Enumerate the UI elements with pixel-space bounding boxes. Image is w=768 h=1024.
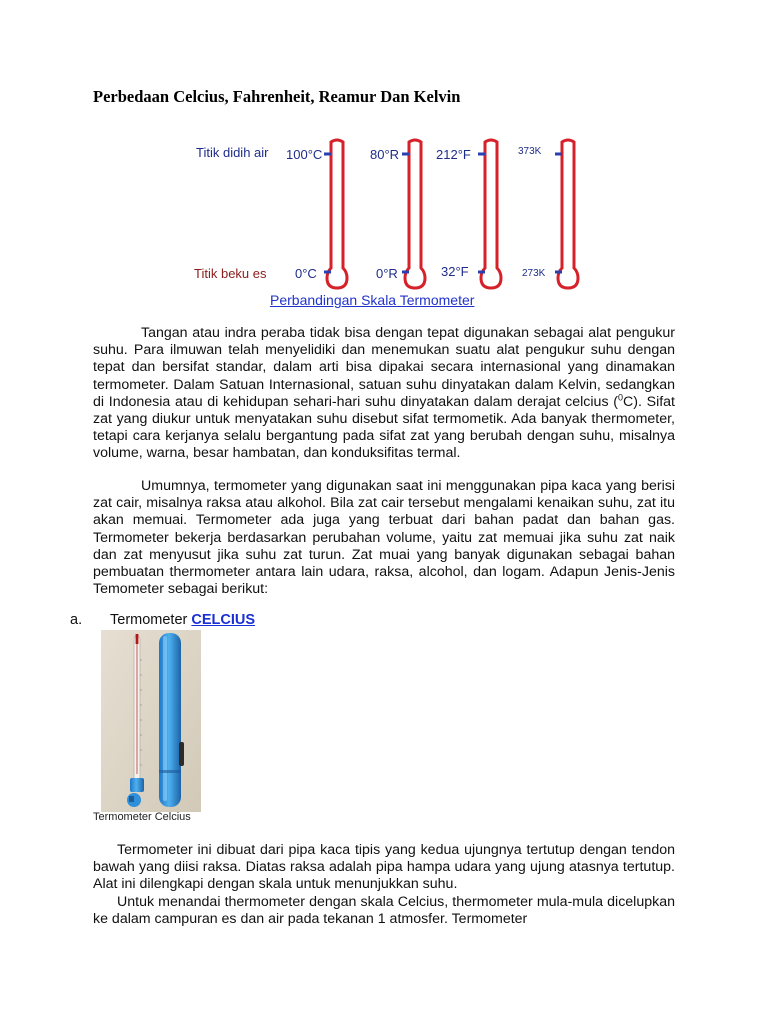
thermometer-scale-diagram bbox=[190, 130, 590, 298]
paragraph-celcius-description bbox=[93, 842, 675, 894]
paragraph-intro-text-a: Tangan atau indra peraba tidak bisa dengan tepat digunakan sebagai alat pengukur suhu. Para ilmuwan telah menyelidiki dan menemukan suatu alat pengukur suhu dengan tepat dan bersifat standar, dalam arti bisa dipakai secara internasional yang dinamakan termometer. Dalam Satuan Internasional, satuan suhu dinyatakan dalam Kelvin, sedangkan di Indonesia atau di kehidupan sehari-hari suhu dinyatakan dalam derajat celcius ( bbox=[93, 325, 675, 410]
list-item-celcius bbox=[110, 612, 255, 628]
paragraph-intro bbox=[93, 325, 675, 463]
paragraph-celcius-marking bbox=[93, 894, 675, 928]
list-item-prefix: Termometer bbox=[110, 612, 188, 628]
paragraph-intro-text-b: C). Sifat zat yang diukur untuk menyatakan suhu disebut sifat termometik. Ada banyak thermometer, tetapi cara kerjanya selalu bergantung pada sifat zat yang berubah dengan suhu, misalnya volume, warna, besar hambatan, dan konduksifitas termal. bbox=[93, 393, 675, 462]
thermometer-celsius bbox=[286, 140, 347, 288]
reamur-bottom-value: 0°R bbox=[376, 266, 398, 281]
diagram-caption-link[interactable]: Perbandingan Skala Termometer bbox=[270, 292, 475, 308]
list-marker-a: a. bbox=[70, 612, 83, 628]
celsius-top-value: 100°C bbox=[286, 147, 323, 162]
boil-point-label: Titik didih air bbox=[196, 145, 269, 160]
paragraph-types bbox=[93, 478, 675, 598]
fahrenheit-bottom-value: 32°F bbox=[441, 264, 469, 279]
paragraph-celcius-description-text: Termometer ini dibuat dari pipa kaca tipis yang kedua ujungnya tertutup dengan tendon bawah yang diisi raksa. Diatas raksa adalah pipa hampa udara yang ujung atasnya tertutup. Alat ini dilengkapi dengan skala untuk menunjukkan suhu. bbox=[93, 842, 675, 893]
thermometer-kelvin bbox=[518, 140, 578, 288]
paragraph-types-text: Umumnya, termometer yang digunakan saat ini menggunakan pipa kaca yang berisi zat cair, misalnya raksa atau alkohol. Bila zat cair tersebut mengalami kenaikan suhu, zat itu akan memuai. Termometer ada juga yang terbuat dari bahan padat dan bahan gas. Termometer bekerja berdasarkan perubahan volume, yaitu zat memuai jika suhu zat naik dan zat menyusut jika suhu zat turun. Zat muai yang banyak digunakan sebagai bahan pembuatan thermometer antara lain udara, raksa, alcohol, dan logam. Adapun Jenis-Jenis Temometer sebagai berikut: bbox=[93, 478, 675, 598]
degree-superscript: 0 bbox=[617, 392, 623, 403]
kelvin-bottom-value: 273K bbox=[522, 268, 546, 279]
celsius-thermometer-photo bbox=[101, 630, 201, 812]
photo-caption: Termometer Celcius bbox=[93, 811, 191, 823]
paragraph-celcius-marking-text: Untuk menandai thermometer dengan skala Celcius, thermometer mula-mula dicelupkan ke dalam campuran es dan air pada tekanan 1 atmosfer. Termometer bbox=[93, 894, 675, 928]
thermometer-reamur bbox=[370, 140, 425, 288]
celsius-bottom-value: 0°C bbox=[295, 266, 317, 281]
document-title: Perbedaan Celcius, Fahrenheit, Reamur Dan Kelvin bbox=[93, 87, 461, 106]
reamur-top-value: 80°R bbox=[370, 147, 400, 162]
thermometer-fahrenheit bbox=[436, 140, 501, 288]
celcius-link[interactable]: CELCIUS bbox=[191, 612, 256, 628]
kelvin-top-value: 373K bbox=[518, 146, 542, 157]
fahrenheit-top-value: 212°F bbox=[436, 147, 471, 162]
freeze-point-label: Titik beku es bbox=[194, 266, 267, 281]
